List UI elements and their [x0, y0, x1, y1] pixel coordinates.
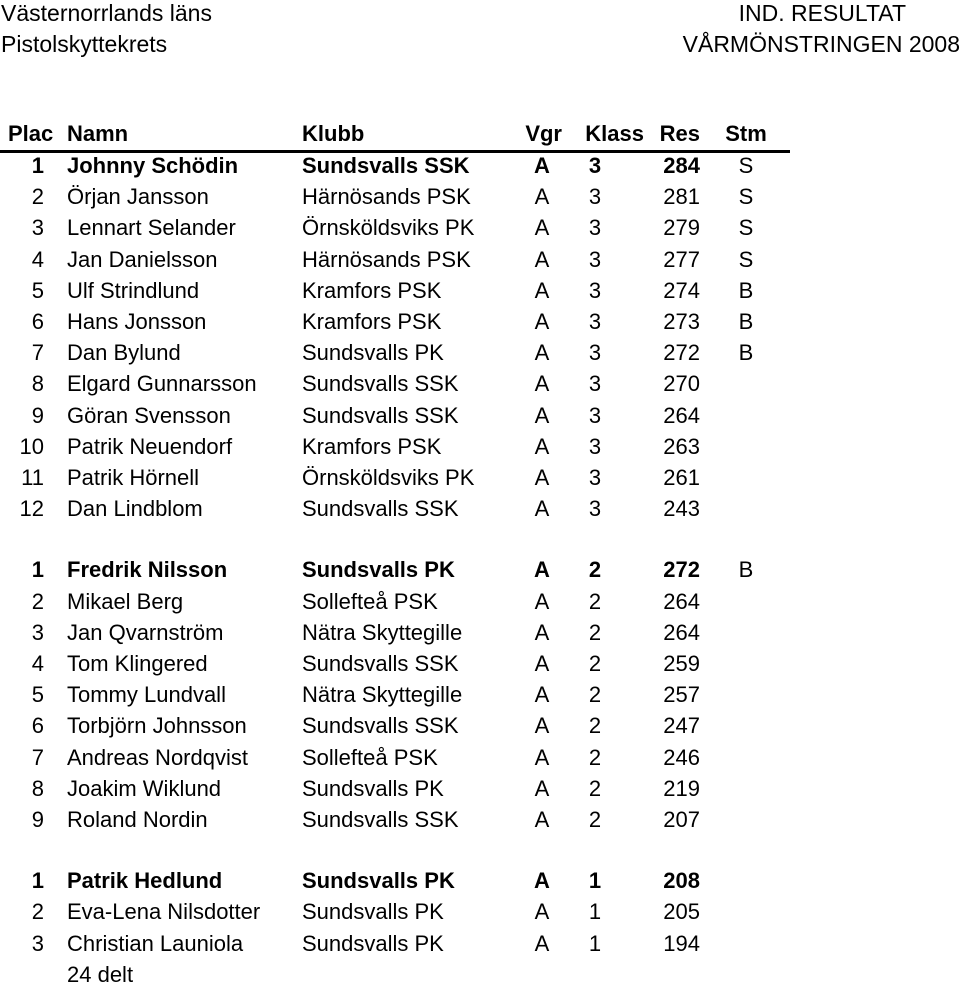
cell-klass: 3 [588, 465, 602, 490]
cell-vgr: A [534, 619, 550, 645]
cell-plac: 7 [31, 744, 44, 770]
cell-klass: 3 [588, 215, 602, 241]
cell-vgr: A [534, 868, 550, 894]
cell-klass: 2 [588, 619, 602, 645]
cell-res: 207 [663, 807, 700, 832]
cell-namn: Dan Lindblom [67, 496, 203, 522]
cell-plac: 8 [31, 371, 44, 397]
cell-klubb: Sundsvalls PK [302, 868, 455, 894]
cell-res: 264 [663, 402, 700, 428]
cell-plac: 6 [31, 713, 44, 739]
cell-klubb: Sundsvalls SSK [302, 153, 470, 178]
cell-klubb: Sundsvalls SSK [302, 713, 459, 739]
cell-vgr: A [534, 557, 550, 583]
cell-plac: 8 [31, 775, 44, 801]
table-row [0, 804, 790, 835]
cell-plac: 3 [31, 215, 44, 241]
column-header-vgr: Vgr [525, 121, 562, 146]
cell-klass: 2 [588, 744, 602, 770]
cell-plac: 11 [21, 465, 44, 490]
cell-namn: Dan Bylund [67, 340, 181, 366]
table-row [0, 337, 790, 368]
cell-res: 277 [663, 246, 700, 272]
cell-vgr: A [534, 775, 550, 801]
cell-klubb: Nätra Skyttegille [302, 619, 463, 645]
cell-klubb: Sundsvalls SSK [302, 651, 459, 676]
cell-namn: Christian Launiola [67, 930, 244, 956]
cell-res: 247 [663, 713, 700, 739]
column-header-res: Res [659, 121, 700, 146]
cell-plac: 2 [31, 588, 44, 614]
cell-plac: 1 [31, 153, 44, 178]
cell-res: 270 [663, 371, 700, 397]
cell-klubb: Sundsvalls SSK [302, 496, 459, 522]
cell-res: 263 [663, 433, 700, 459]
cell-vgr: A [534, 184, 550, 210]
cell-res: 264 [663, 588, 700, 614]
cell-stm: S [738, 184, 754, 210]
cell-namn: Fredrik Nilsson [67, 557, 228, 583]
cell-klubb: Kramfors PSK [302, 309, 442, 334]
cell-klass: 2 [588, 775, 602, 801]
cell-res: 272 [663, 557, 700, 583]
cell-vgr: A [534, 713, 550, 739]
cell-vgr: A [534, 340, 550, 366]
column-header-plac: Plac [8, 121, 54, 146]
cell-vgr: A [534, 246, 550, 272]
cell-klubb: Sundsvalls PK [302, 930, 444, 956]
cell-res: 194 [663, 930, 700, 956]
cell-klubb: Kramfors PSK [302, 277, 442, 303]
cell-res: 257 [663, 682, 700, 708]
cell-stm: B [738, 277, 754, 303]
cell-plac: 5 [31, 682, 44, 708]
cell-klass: 3 [588, 371, 602, 397]
cell-vgr: A [534, 371, 550, 397]
table-row [0, 306, 790, 337]
cell-klass: 3 [588, 153, 602, 178]
cell-vgr: A [534, 899, 550, 925]
cell-vgr: A [534, 433, 550, 459]
cell-namn: Mikael Berg [67, 588, 184, 614]
cell-res: 272 [663, 340, 700, 366]
cell-plac: 9 [31, 807, 44, 832]
cell-klass: 3 [588, 309, 602, 334]
cell-vgr: A [534, 651, 550, 676]
cell-namn: Jan Danielsson [67, 246, 218, 272]
cell-klubb: Örnsköldsviks PK [302, 215, 475, 241]
event-name: VÅRMÖNSTRINGEN 2008 [682, 31, 960, 57]
cell-klubb: Härnösands PSK [302, 246, 471, 272]
table-row [0, 212, 790, 243]
cell-klass: 3 [588, 340, 602, 366]
cell-klubb: Sundsvalls SSK [302, 807, 459, 832]
cell-klubb: Sollefteå PSK [302, 588, 438, 614]
district-name: Västernorrlands läns [1, 0, 212, 26]
cell-klubb: Kramfors PSK [302, 433, 442, 459]
cell-res: 243 [663, 496, 700, 522]
table-row [0, 896, 790, 927]
cell-vgr: A [534, 402, 550, 428]
cell-klass: 3 [588, 402, 602, 428]
cell-klass: 3 [588, 496, 602, 522]
cell-vgr: A [534, 465, 550, 490]
cell-namn: Hans Jonsson [67, 309, 207, 334]
cell-res: 281 [663, 184, 700, 210]
cell-res: 284 [663, 153, 700, 178]
cell-stm: B [738, 309, 754, 334]
cell-res: 208 [663, 868, 700, 894]
cell-namn: Örjan Jansson [67, 184, 209, 210]
table-row [0, 462, 790, 493]
cell-plac: 2 [31, 184, 44, 210]
cell-stm: B [738, 340, 754, 366]
document-title: IND. RESULTAT [738, 0, 906, 26]
cell-namn: Andreas Nordqvist [67, 744, 248, 770]
table-row [0, 368, 790, 399]
cell-klubb: Sundsvalls SSK [302, 402, 459, 428]
cell-namn: Roland Nordin [67, 807, 208, 832]
cell-klubb: Nätra Skyttegille [302, 682, 463, 708]
cell-namn: Tom Klingered [67, 651, 208, 676]
table-row [0, 244, 790, 275]
column-header-klubb: Klubb [302, 121, 365, 146]
cell-plac: 7 [31, 340, 44, 366]
cell-klass: 2 [588, 588, 602, 614]
cell-klass: 3 [588, 246, 602, 272]
cell-klass: 2 [588, 713, 602, 739]
cell-namn: Johnny Schödin [67, 153, 239, 178]
participant-count: 24 delt [67, 961, 134, 987]
cell-klass: 1 [588, 930, 602, 956]
cell-res: 274 [663, 277, 700, 303]
cell-plac: 1 [31, 868, 44, 894]
cell-vgr: A [534, 588, 550, 614]
cell-namn: Patrik Neuendorf [67, 433, 233, 459]
cell-res: 219 [663, 775, 700, 801]
cell-plac: 5 [31, 277, 44, 303]
table-row [0, 710, 790, 741]
cell-klubb: Sundsvalls PK [302, 557, 455, 583]
column-header-klass: Klass [585, 121, 644, 146]
column-header-namn: Namn [67, 121, 129, 146]
cell-klass: 2 [588, 651, 602, 676]
table-row [0, 648, 790, 679]
cell-klass: 3 [588, 184, 602, 210]
cell-stm: B [738, 557, 754, 583]
cell-namn: Jan Qvarnström [67, 619, 224, 645]
table-row [0, 773, 790, 804]
cell-vgr: A [534, 153, 550, 178]
cell-klubb: Härnösands PSK [302, 184, 471, 210]
column-header-stm: Stm [725, 121, 767, 146]
district-subtitle: Pistolskyttekrets [1, 31, 168, 57]
cell-res: 205 [663, 899, 700, 925]
cell-res: 264 [663, 619, 700, 645]
cell-namn: Torbjörn Johnsson [67, 713, 247, 739]
table-row [0, 617, 790, 648]
cell-stm: S [738, 215, 754, 241]
cell-res: 279 [663, 215, 700, 241]
cell-klass: 3 [588, 277, 602, 303]
cell-plac: 4 [31, 651, 44, 676]
cell-plac: 2 [31, 899, 44, 925]
cell-namn: Eva-Lena Nilsdotter [67, 899, 261, 925]
cell-res: 261 [663, 465, 700, 490]
cell-namn: Lennart Selander [67, 215, 236, 241]
cell-vgr: A [534, 309, 550, 334]
cell-plac: 3 [31, 930, 44, 956]
table-row [0, 679, 790, 710]
cell-klass: 2 [588, 557, 602, 583]
cell-namn: Joakim Wiklund [67, 775, 222, 801]
cell-plac: 10 [19, 433, 44, 459]
cell-vgr: A [534, 496, 550, 522]
cell-klubb: Sundsvalls PK [302, 340, 444, 366]
table-row [0, 554, 790, 585]
table-row [0, 150, 790, 181]
cell-klubb: Sollefteå PSK [302, 744, 438, 770]
cell-res: 246 [663, 744, 700, 770]
cell-plac: 12 [19, 496, 44, 522]
cell-klubb: Sundsvalls SSK [302, 371, 459, 397]
cell-vgr: A [534, 930, 550, 956]
cell-plac: 1 [31, 557, 44, 583]
cell-stm: S [738, 246, 754, 272]
table-row [0, 431, 790, 462]
cell-vgr: A [534, 277, 550, 303]
cell-klubb: Örnsköldsviks PK [302, 465, 475, 490]
cell-klass: 2 [588, 807, 602, 832]
cell-res: 273 [663, 309, 700, 334]
cell-klass: 1 [588, 868, 602, 894]
table-row [0, 493, 790, 524]
table-row [0, 181, 790, 212]
cell-plac: 6 [31, 309, 44, 334]
cell-namn: Patrik Hedlund [67, 868, 223, 894]
table-row [0, 928, 790, 959]
cell-res: 259 [663, 651, 700, 676]
table-header [0, 118, 790, 153]
table-row [0, 586, 790, 617]
cell-vgr: A [534, 744, 550, 770]
cell-namn: Elgard Gunnarsson [67, 371, 257, 397]
table-row [0, 275, 790, 306]
cell-stm: S [738, 153, 754, 178]
cell-klass: 1 [588, 899, 602, 925]
cell-vgr: A [534, 682, 550, 708]
cell-namn: Patrik Hörnell [67, 465, 200, 490]
cell-plac: 4 [31, 246, 44, 272]
cell-vgr: A [534, 807, 550, 832]
table-row [0, 742, 790, 773]
cell-vgr: A [534, 215, 550, 241]
table-row [0, 400, 790, 431]
cell-klass: 3 [588, 433, 602, 459]
cell-plac: 3 [31, 619, 44, 645]
cell-namn: Ulf Strindlund [67, 277, 200, 303]
cell-namn: Göran Svensson [67, 402, 231, 428]
cell-klubb: Sundsvalls PK [302, 899, 444, 925]
cell-namn: Tommy Lundvall [67, 682, 226, 708]
cell-plac: 9 [31, 402, 44, 428]
table-row [0, 865, 790, 896]
cell-klass: 2 [588, 682, 602, 708]
cell-klubb: Sundsvalls PK [302, 775, 444, 801]
